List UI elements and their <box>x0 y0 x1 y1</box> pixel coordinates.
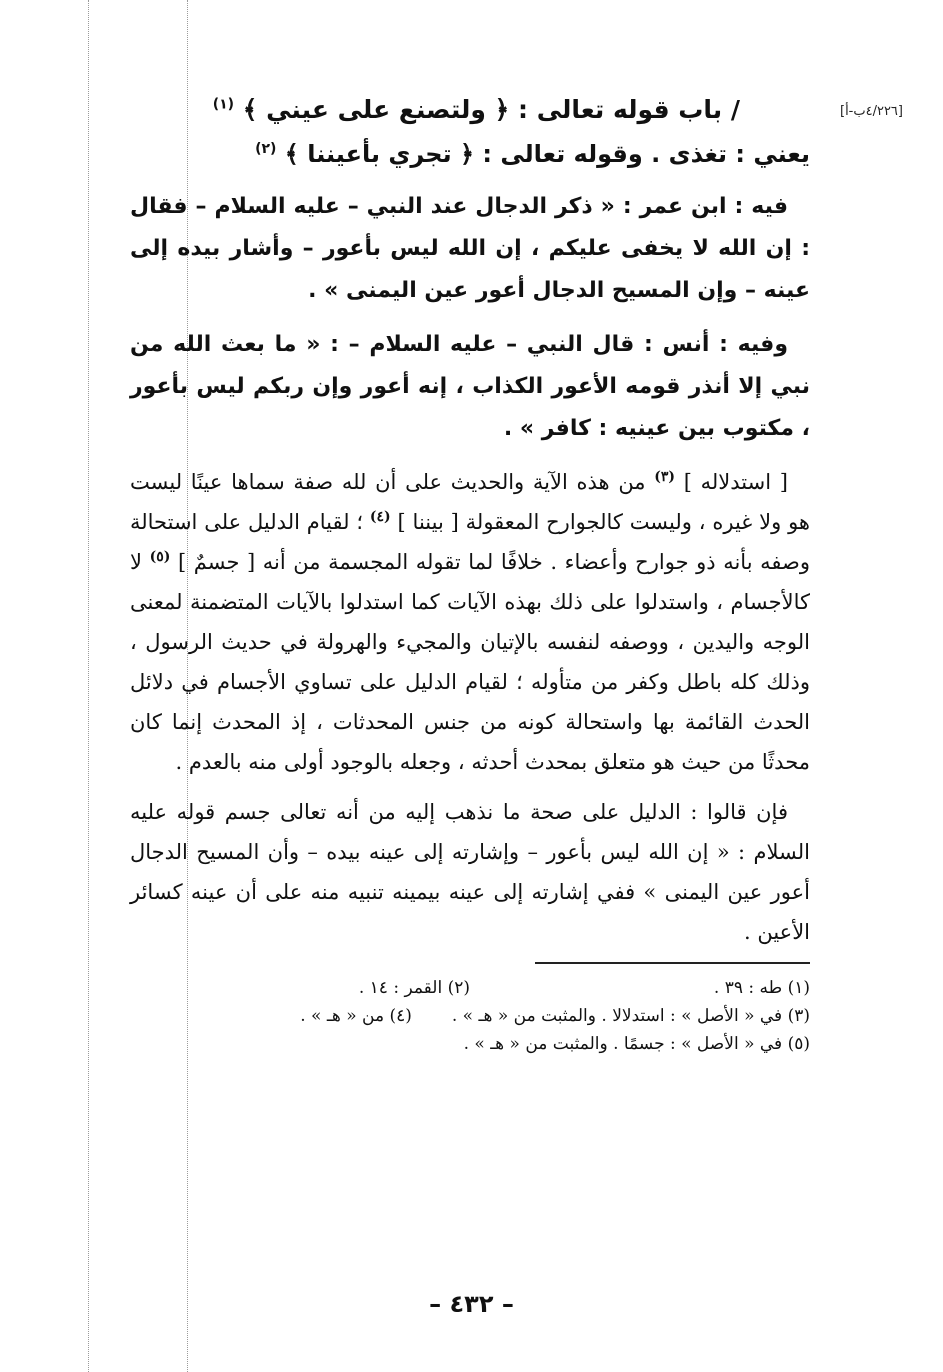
footnote-5: (٥) في « الأصل » : جسمًا . والمثبت من « هـ » . <box>463 1034 810 1054</box>
chapter-heading <box>130 88 810 132</box>
footnote-row-1 <box>130 974 810 1002</box>
footnote-marker-1: (١) <box>212 96 235 113</box>
paragraph-1-part-d: لا كالأجسام ، واستدلوا على ذلك بهذه الآيات كما استدلوا بالآيات المتضمنة لمعنى الوجه واليدين ، ووصفه لنفسه بالإتيان والمجيء والهرولة في حديث الرسول ، وذلك كله باطل وكفر من متأوله ؛ لقيام الدليل على تساوي الأجسام في دلائل الحدث القائمة بها واستحالة كونه من جنس المحدثات ، إذ المحدث إنما كان محدثًا من حيث هو متعلق بمحدث أحدثه ، وجعله بالوجود أولى منه بالعدم . <box>130 550 810 774</box>
footnote-marker-2: (٢) <box>255 141 277 157</box>
footnote-marker-4: (٤) <box>369 509 391 525</box>
commentary-paragraph-2: فإن قالوا : الدليل على صحة ما نذهب إليه من أنه تعالى جسم قوله عليه السلام : « إن الله ليس بأعور – وإشارته إلى عينه بيده – وأن المسيح الدجال أعور عين اليمنى » ففي إشارته إلى عينه بيمينه تنبيه منه على أن عينه كسائر الأعين . <box>130 800 810 944</box>
footnote-1: (١) طه : ٣٩ . <box>713 978 810 998</box>
footnote-row-2 <box>130 1002 810 1030</box>
scan-guide-line-left <box>88 0 89 1372</box>
footnote-2: (٢) القمر : ١٤ . <box>358 978 470 998</box>
page-body <box>130 88 810 1058</box>
footnote-3: (٣) في « الأصل » : استدلالا . والمثبت من « هـ » . <box>451 1006 810 1026</box>
commentary-paragraph-1 <box>130 462 810 782</box>
chapter-subheading-text: يعني : تغذى . وقوله تعالى : ﴿ تجري بأعيننا ﴾ <box>284 140 810 168</box>
footnote-separator <box>535 962 810 964</box>
page-number: – ٤٣٢ – <box>429 1290 514 1318</box>
footnote-row-3 <box>130 1030 810 1058</box>
footnotes <box>130 974 810 1058</box>
hadith-ibn-umar: فيه : ابن عمر : « ذكر الدجال عند النبي – عليه السلام – فقال : إن الله لا يخفى عليكم ، إن الله ليس بأعور – وأشار بيده إلى عينه – وإن المسيح الدجال أعور عين اليمنى » . <box>130 194 810 303</box>
hadith-anas: وفيه : أنس : قال النبي – عليه السلام – : « ما بعث الله من نبي إلا أنذر قومه الأعور الكذاب ، إنه أعور وإن ربكم ليس بأعور ، مكتوب بين عينيه : كافر » . <box>130 332 810 441</box>
chapter-heading-text: / باب قوله تعالى : ﴿ ولتصنع على عيني ﴾ <box>242 95 740 124</box>
footnote-marker-5: (٥) <box>149 549 171 565</box>
paragraph-1-part-c: ؛ لقيام الدليل على استحالة وصفه بأنه ذو جوارح وأعضاء . خلافًا لما تقوله المجسمة من أنه [ جسمٌ ] <box>130 510 810 574</box>
chapter-subheading <box>130 132 810 176</box>
paragraph-1-part-a: [ استدلاله ] <box>683 470 788 494</box>
paragraph-1-part-b: من هذه الآية والحديث على أن لله صفة سماها عينًا ليست هو ولا غيره ، وليست كالجوارح المعقولة [ بيننا ] <box>130 470 810 534</box>
footnote-marker-3: (٣) <box>654 469 676 485</box>
footnote-4: (٤) من « هـ » . <box>300 1006 412 1026</box>
margin-manuscript-reference: [٤/٢٢٦ب-أ] <box>839 104 903 119</box>
